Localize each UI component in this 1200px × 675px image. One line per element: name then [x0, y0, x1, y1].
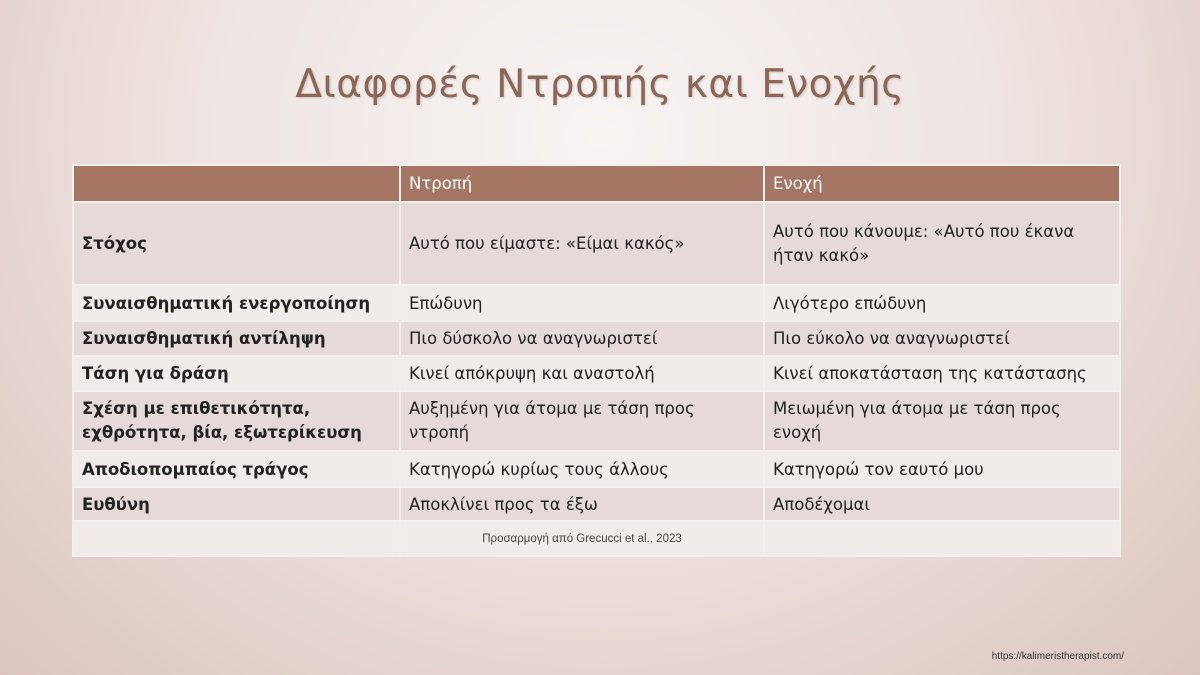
- shame-cell: Αυξημένη για άτομα με τάση προς ντροπή: [400, 391, 764, 451]
- slide-title: Διαφορές Ντροπής και Ενοχής: [295, 62, 905, 107]
- row-label: Σχέση με επιθετικότητα, εχθρότητα, βία, εξωτερίκευση: [73, 391, 400, 451]
- table-row: [73, 391, 1120, 451]
- guilt-cell: Πιο εύκολο να αναγνωριστεί: [764, 321, 1120, 356]
- empty-cell: [764, 521, 1120, 556]
- guilt-cell: Κινεί αποκατάσταση της κατάστασης: [764, 356, 1120, 391]
- guilt-cell: Αποδέχομαι: [764, 487, 1120, 521]
- shame-cell: Κινεί απόκρυψη και αναστολή: [400, 356, 764, 391]
- row-label: Ευθύνη: [73, 487, 400, 521]
- row-label: Συναισθηματική αντίληψη: [73, 321, 400, 356]
- row-label: Τάση για δράση: [73, 356, 400, 391]
- empty-cell: [73, 521, 400, 556]
- guilt-cell: Αυτό που κάνουμε: «Αυτό που έκανα ήταν κακό»: [764, 202, 1120, 285]
- citation: Προσαρμογή από Grecucci et al., 2023: [400, 521, 764, 556]
- table-row: [73, 202, 1120, 285]
- row-label: Στόχος: [73, 202, 400, 285]
- table-row: [73, 356, 1120, 391]
- shame-cell: Αποκλίνει προς τα έξω: [400, 487, 764, 521]
- shame-cell: Αυτό που είμαστε: «Είμαι κακός»: [400, 202, 764, 285]
- row-label: Αποδιοπομπαίος τράγος: [73, 451, 400, 487]
- shame-cell: Επώδυνη: [400, 285, 764, 321]
- row-label: Συναισθηματική ενεργοποίηση: [73, 285, 400, 321]
- header-guilt: Ενοχή: [764, 165, 1120, 202]
- guilt-cell: Κατηγορώ τον εαυτό μου: [764, 451, 1120, 487]
- table-row: [73, 451, 1120, 487]
- guilt-cell: Λιγότερο επώδυνη: [764, 285, 1120, 321]
- table-row: [73, 285, 1120, 321]
- table-row: [73, 487, 1120, 521]
- footer-url: https://kalimeristherapist.com/: [991, 651, 1124, 662]
- citation-row: [73, 521, 1120, 556]
- table-row: [73, 321, 1120, 356]
- shame-cell: Πιο δύσκολο να αναγνωριστεί: [400, 321, 764, 356]
- header-empty: [73, 165, 400, 202]
- shame-cell: Κατηγορώ κυρίως τους άλλους: [400, 451, 764, 487]
- header-shame: Ντροπή: [400, 165, 764, 202]
- guilt-cell: Μειωμένη για άτομα με τάση προς ενοχή: [764, 391, 1120, 451]
- table-header-row: [73, 165, 1120, 202]
- comparison-table: [72, 164, 1121, 557]
